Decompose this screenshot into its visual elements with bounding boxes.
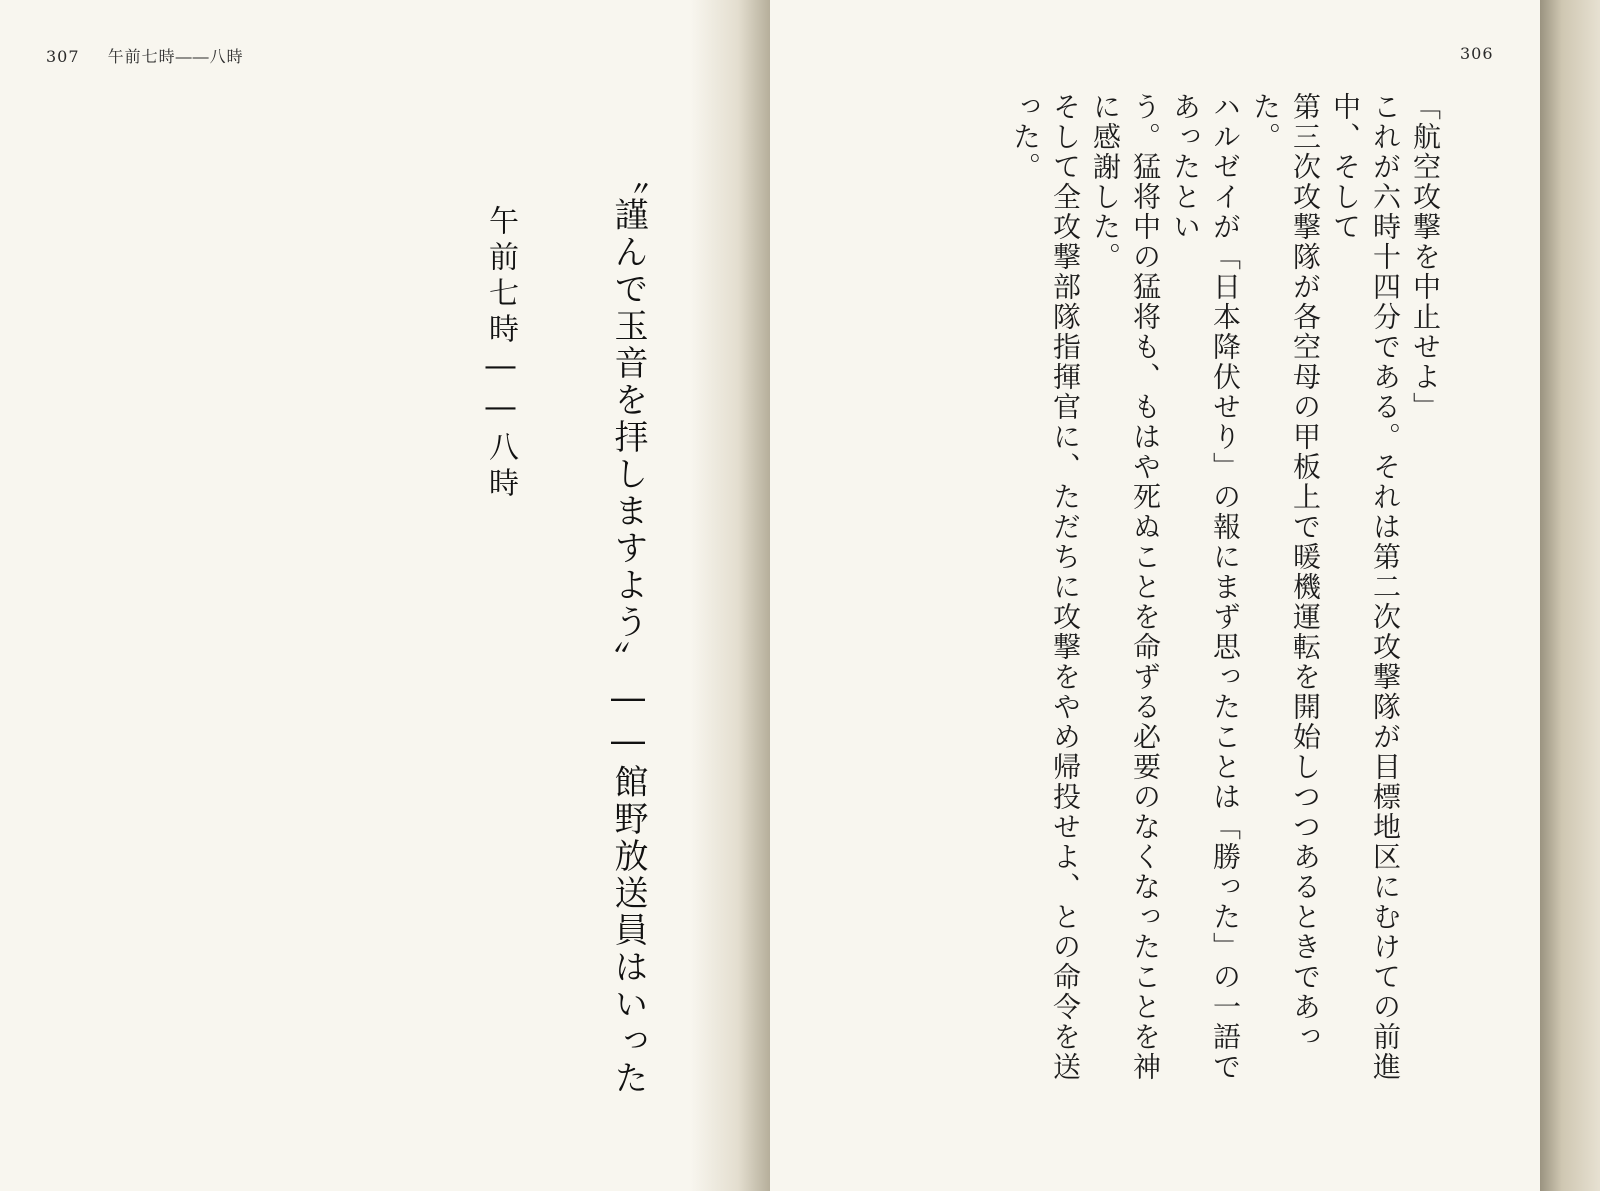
body-line: 第三次攻撃隊が各空母の甲板上で暖機運転を開始しつつあるときであった。 xyxy=(1249,92,1322,1052)
chapter-title: 〝謹んで玉音を拝しますよう〟――館野放送員はいった xyxy=(608,160,648,1097)
section-heading: 午前七時――八時 xyxy=(483,205,518,503)
body-line: う。猛将中の猛将も、もはや死ぬことを命ずる必要のなくなったことを神に感謝した。 xyxy=(1089,92,1162,1082)
gutter-shadow xyxy=(690,0,770,1191)
page-number-right: 306 xyxy=(1460,44,1494,63)
right-body-text xyxy=(1005,92,1445,1092)
body-line: そして全攻撃部隊指揮官に、ただちに攻撃をやめ帰投せよ、との命令を送った。 xyxy=(1009,92,1082,1082)
page-number-left: 307 xyxy=(46,47,80,66)
running-head: 午前七時――八時 xyxy=(107,47,244,66)
body-line: これが六時十四分である。それは第二次攻撃隊が目標地区にむけての前進中、そして xyxy=(1329,92,1402,1082)
left-page xyxy=(0,0,770,1191)
body-line: 「航空攻撃を中止せよ」 xyxy=(1409,92,1442,422)
left-header xyxy=(46,44,244,67)
gutter-shadow xyxy=(1540,0,1600,1191)
body-line: ハルゼイが「日本降伏せり」の報にまず思ったことは「勝った」の一語であったとい xyxy=(1169,92,1242,1082)
